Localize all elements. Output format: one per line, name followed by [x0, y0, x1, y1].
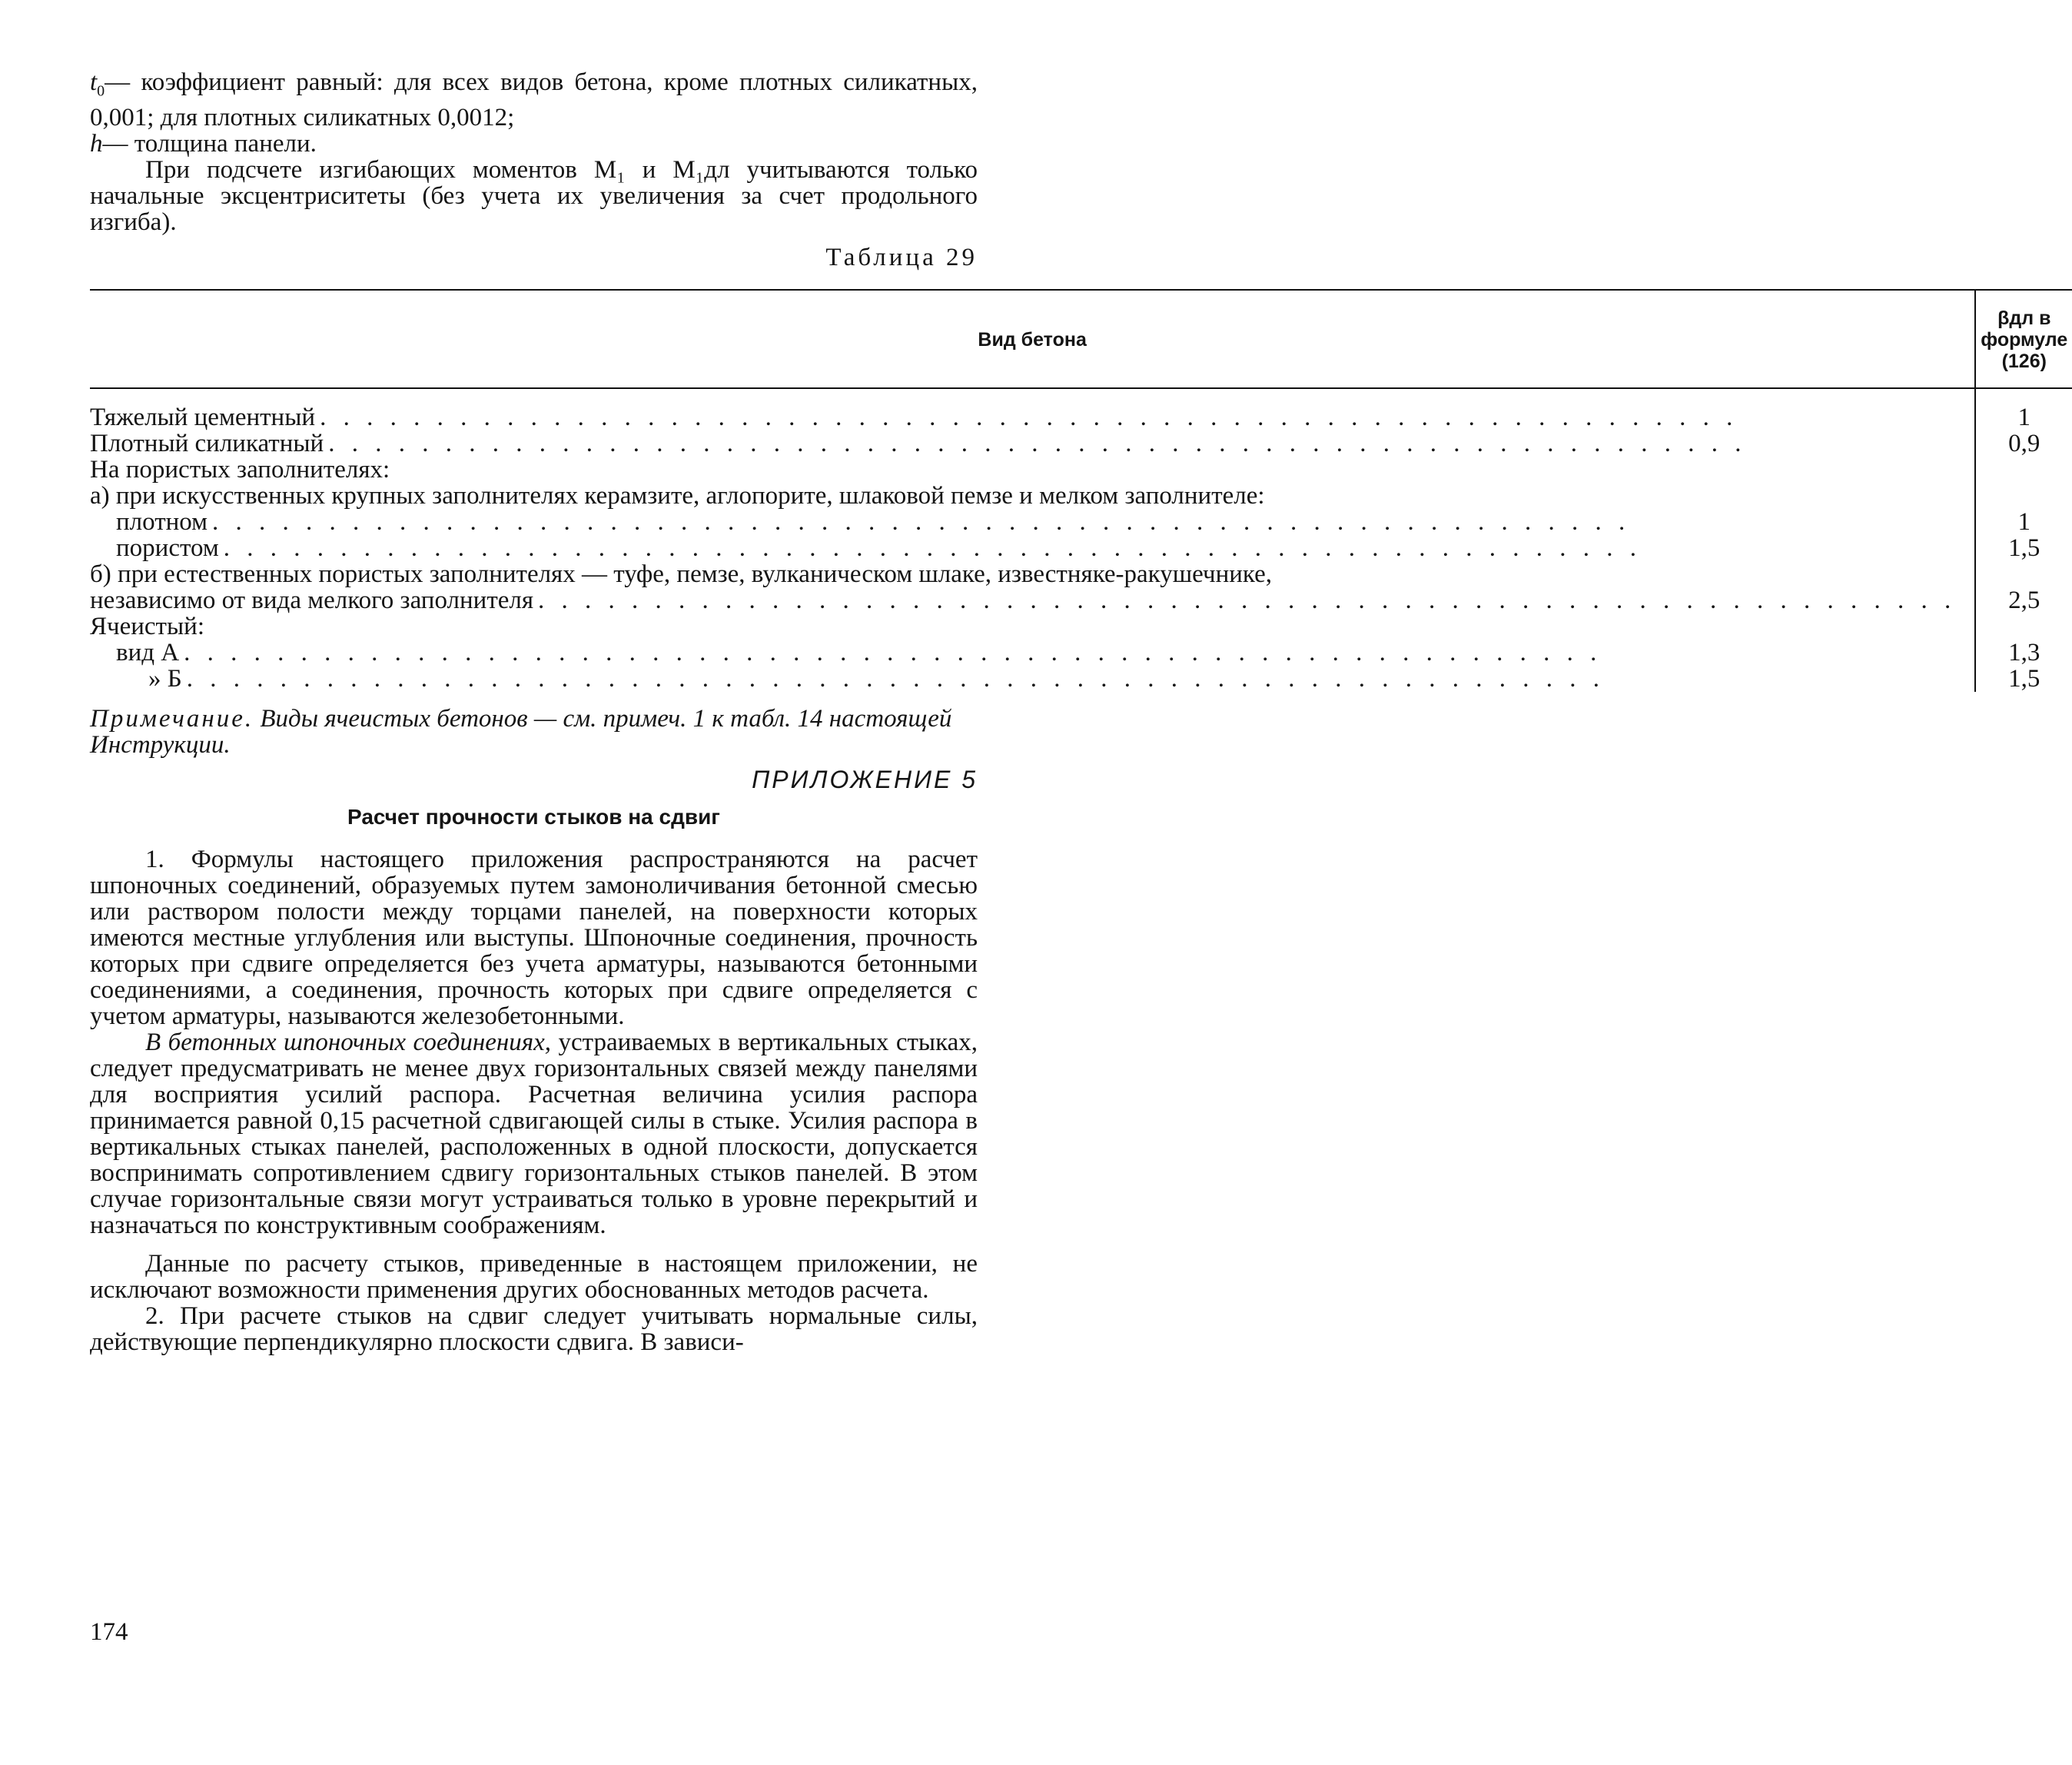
table-caption: Таблица 29 [825, 243, 978, 271]
row-label: независимо от вида мелкого заполнителя [90, 586, 534, 614]
row-label: вид А [116, 638, 180, 666]
row-label-cell [90, 404, 1975, 430]
row-value: 2,5 [1975, 587, 2072, 613]
page-number: 174 [90, 1618, 128, 1646]
moments-paragraph: При подсчете изгибающих моментов M₁ и M₁дл учитываются только начальные эксцентриситеты (без учета их увеличения за счет продольного изгиба). [90, 155, 978, 236]
leader-dots [320, 404, 1956, 430]
row-label-cell [90, 640, 1975, 666]
row-label: Тяжелый цементный [90, 403, 316, 431]
row-label-cell [90, 430, 1975, 457]
table-note [90, 706, 978, 758]
paragraph-1: 1. Формулы настоящего приложения распространяются на расчет шпоночных соединений, образуемых путем замоноличивания бетонной смесью или раствором полости между торцами панелей, на поверхности которых имеются местные углубления или выступы. Шпоночные соединения, прочность которых при сдвиге определяется без учета арматуры, называются бетонными соединениями, а соединения, прочность которых при сдвиге определяется с учетом арматуры, называются железобетонными. [90, 845, 978, 1030]
row-label: пористом [116, 533, 219, 562]
row-value: 1 [1975, 404, 2072, 430]
note-label: Примечание. [90, 704, 254, 733]
row-label: плотном [116, 507, 208, 536]
table-row [90, 509, 2072, 535]
note-text: Виды ячеистых бетонов — см. примеч. 1 к табл. 14 настоящей Инструкции. [90, 704, 952, 759]
row-value [1975, 483, 2072, 509]
row-label: Плотный силикатный [90, 429, 324, 457]
leader-dots [184, 640, 1956, 666]
leader-dots [212, 509, 1956, 535]
leader-dots [224, 535, 1957, 561]
row-label-cell [90, 535, 1975, 561]
row-label: Ячеистый: [90, 612, 204, 640]
row-value [1975, 457, 2072, 483]
leader-dots [328, 430, 1956, 457]
document-page [90, 68, 2068, 1356]
definition-t0 [90, 69, 978, 131]
definition-h [90, 131, 978, 157]
table-row [90, 561, 2072, 587]
paragraph-4: 2. При расчете стыков на сдвиг следует учитывать нормальные силы, действующие перпендикулярно плоскости сдвига. В зависи- [90, 1301, 978, 1356]
row-value [1975, 613, 2072, 640]
row-label-cell [90, 483, 1975, 509]
table-row [90, 483, 2072, 509]
leader-dots [538, 587, 1956, 613]
beta-symbol: βдл [1997, 307, 2034, 329]
row-label-cell [90, 587, 1975, 613]
row-label-cell [90, 509, 1975, 535]
row-value: 1,5 [1975, 666, 2072, 692]
row-label: а) при искусственных крупных заполнителях керамзите, аглопорите, шлаковой пемзе и мелком заполнителе: [90, 481, 1265, 510]
section-heading: Расчет прочности стыков на сдвиг [347, 804, 720, 829]
leader-dots [187, 666, 1957, 692]
table-row [90, 640, 2072, 666]
row-value: 1 [1975, 509, 2072, 535]
row-label-cell [90, 666, 1975, 692]
row-label-cell [90, 613, 1975, 640]
table-row [90, 457, 2072, 483]
table-row [90, 404, 2072, 430]
row-value: 1,3 [1975, 640, 2072, 666]
paragraph-2-italic: В бетонных шпоночных соединениях, [145, 1028, 552, 1056]
table-row [90, 535, 2072, 561]
row-value: 1,5 [1975, 535, 2072, 561]
beta-header-text: в формуле (126) [1981, 307, 2068, 372]
var-t-subscript: 0 [97, 82, 105, 100]
row-label: » Б [148, 664, 182, 693]
appendix-label: ПРИЛОЖЕНИЕ 5 [752, 765, 978, 793]
table-row [90, 613, 2072, 640]
col-header-concrete-type: Вид бетона [90, 290, 1975, 388]
definition-t0-text: — коэффициент равный: для всех видов бетона, кроме плотных силикатных, 0,001; для плотных силикатных 0,0012; [90, 68, 978, 131]
row-label: На пористых заполнителях: [90, 455, 390, 484]
var-t: t [90, 68, 98, 96]
row-value: 0,9 [1975, 430, 2072, 457]
row-label: б) при естественных пористых заполнителях — туфе, пемзе, вулканическом шлаке, известняке-ракушечнике, [90, 560, 1273, 588]
var-h: h [90, 129, 103, 158]
table-row [90, 430, 2072, 457]
table-row [90, 587, 2072, 613]
table-row [90, 666, 2072, 692]
col-header-beta [1975, 290, 2072, 388]
paragraph-2 [90, 1029, 978, 1238]
row-label-cell [90, 457, 1975, 483]
paragraph-3: Данные по расчету стыков, приведенные в настоящем приложении, не исключают возможности применения других обоснованных методов расчета. [90, 1249, 978, 1304]
definition-h-text: — толщина панели. [102, 129, 317, 158]
row-value [1975, 561, 2072, 587]
table-29 [90, 289, 2072, 692]
row-label-cell [90, 561, 1975, 587]
paragraph-2-text: устраиваемых в вертикальных стыках, следует предусматривать не менее двух горизонтальных связей между панелями для восприятия усилий распора. Расчетная величина усилия распора принимается равной 0,15 расчетной сдвигающей силы в стыке. Усилия распора в вертикальных стыках панелей, расположенных в одной плоскости, допускается воспринимать сопротивлением сдвигу горизонтальных стыков панелей. В этом случае горизонтальные связи могут устраиваться только в уровне перекрытий и назначаться по конструктивным соображениям. [90, 1028, 978, 1239]
